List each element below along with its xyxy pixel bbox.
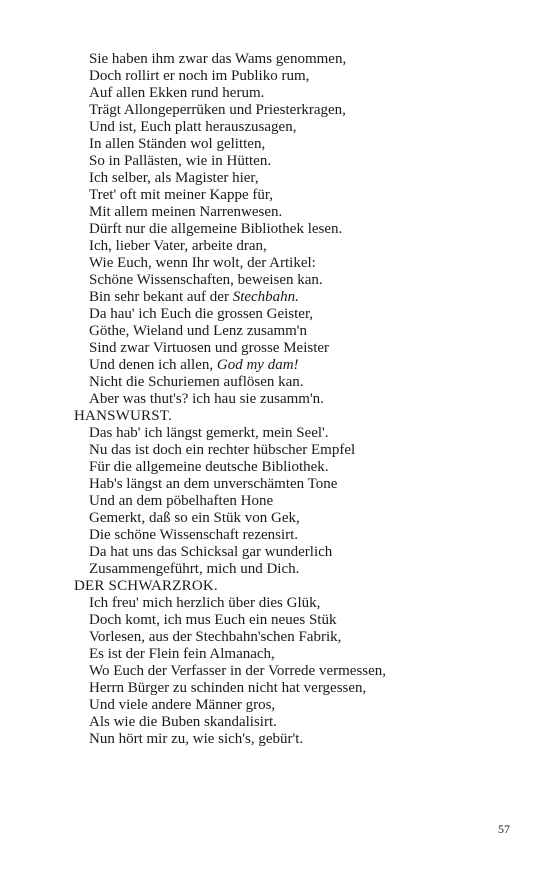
line-text: Aber was thut's? ich hau sie zusamm'n. (89, 391, 324, 407)
verse-line (74, 119, 514, 136)
verse-line (74, 85, 514, 102)
verse-line (74, 323, 514, 340)
line-text: Ich, lieber Vater, arbeite dran, (89, 238, 267, 254)
line-text: Dürft nur die allgemeine Bibliothek lesen. (89, 221, 343, 237)
line-text: Vorlesen, aus der Stechbahn'schen Fabrik, (89, 629, 342, 645)
verse-text-block (74, 51, 514, 748)
page-number: 57 (498, 822, 510, 836)
line-text: Herrn Bürger zu schinden nicht hat vergessen, (89, 680, 367, 696)
line-text: Ich selber, als Magister hier, (89, 170, 259, 186)
verse-line (74, 561, 514, 578)
line-text: HANSWURST. (74, 408, 172, 424)
line-text: Die schöne Wissenschaft rezensirt. (89, 527, 299, 543)
line-text: Doch rollirt er noch im Publiko rum, (89, 68, 310, 84)
verse-line (74, 510, 514, 527)
line-text: Zusammengeführt, mich und Dich. (89, 561, 300, 577)
verse-line (74, 255, 514, 272)
verse-line (74, 306, 514, 323)
line-text: Es ist der Flein fein Almanach, (89, 646, 275, 662)
verse-line (74, 731, 514, 748)
verse-line (74, 340, 514, 357)
verse-line (74, 612, 514, 629)
line-text: Sind zwar Virtuosen und grosse Meister (89, 340, 330, 356)
line-text: Nun hört mir zu, wie sich's, gebür't. (89, 731, 304, 747)
verse-line (74, 170, 514, 187)
verse-line (74, 680, 514, 697)
line-text: Und ist, Euch platt herauszusagen, (89, 119, 297, 135)
speaker-name (74, 408, 514, 425)
verse-line (74, 374, 514, 391)
verse-line (74, 646, 514, 663)
italic-text: Stechbahn. (232, 289, 299, 305)
italic-text: God my dam! (216, 357, 299, 373)
line-text: Das hab' ich längst gemerkt, mein Seel'. (89, 425, 329, 441)
line-text: Gemerkt, daß so ein Stük von Gek, (89, 510, 300, 526)
line-text: Da hat uns das Schicksal gar wunderlich (89, 544, 333, 560)
line-text: Hab's längst an dem unverschämten Tone (89, 476, 338, 492)
verse-line (74, 289, 514, 306)
line-text: In allen Ständen wol gelitten, (89, 136, 266, 152)
line-text: Schöne Wissenschaften, beweisen kan. (89, 272, 323, 288)
line-text: Nu das ist doch ein rechter hübscher Empfel (89, 442, 356, 458)
line-text: Nicht die Schuriemen auflösen kan. (89, 374, 304, 390)
line-text: Als wie die Buben skandalisirt. (89, 714, 277, 730)
line-text: Bin sehr bekant auf der (89, 289, 233, 305)
verse-line (74, 51, 514, 68)
line-text: Für die allgemeine deutsche Bibliothek. (89, 459, 329, 475)
verse-line (74, 663, 514, 680)
line-text: DER SCHWARZROK. (74, 578, 218, 594)
verse-line (74, 697, 514, 714)
verse-line (74, 493, 514, 510)
verse-line (74, 476, 514, 493)
line-text: Göthe, Wieland und Lenz zusamm'n (89, 323, 308, 339)
line-text: Trägt Allongeperrüken und Priesterkragen, (89, 102, 346, 118)
line-text: Mit allem meinen Narrenwesen. (89, 204, 283, 220)
verse-line (74, 459, 514, 476)
verse-line (74, 153, 514, 170)
verse-line (74, 187, 514, 204)
verse-line (74, 425, 514, 442)
verse-line (74, 357, 514, 374)
verse-line (74, 527, 514, 544)
verse-line (74, 204, 514, 221)
line-text: Da hau' ich Euch die grossen Geister, (89, 306, 314, 322)
verse-line (74, 629, 514, 646)
verse-line (74, 544, 514, 561)
line-text: So in Pallästen, wie in Hütten. (89, 153, 272, 169)
line-text: Ich freu' mich herzlich über dies Glük, (89, 595, 321, 611)
line-text: Und an dem pöbelhaften Hone (89, 493, 274, 509)
line-text: Auf allen Ekken rund herum. (89, 85, 265, 101)
line-text: Doch komt, ich mus Euch ein neues Stük (89, 612, 337, 628)
verse-line (74, 136, 514, 153)
verse-line (74, 714, 514, 731)
line-text: Sie haben ihm zwar das Wams genommen, (89, 51, 347, 67)
verse-line (74, 102, 514, 119)
speaker-name (74, 578, 514, 595)
line-text: Und denen ich allen, (89, 357, 217, 373)
verse-line (74, 68, 514, 85)
verse-line (74, 595, 514, 612)
line-text: Wie Euch, wenn Ihr wolt, der Artikel: (89, 255, 316, 271)
line-text: Tret' oft mit meiner Kappe für, (89, 187, 274, 203)
line-text: Wo Euch der Verfasser in der Vorrede vermessen, (89, 663, 387, 679)
verse-line (74, 272, 514, 289)
verse-line (74, 391, 514, 408)
line-text: Und viele andere Männer gros, (89, 697, 276, 713)
verse-line (74, 221, 514, 238)
verse-line (74, 238, 514, 255)
verse-line (74, 442, 514, 459)
